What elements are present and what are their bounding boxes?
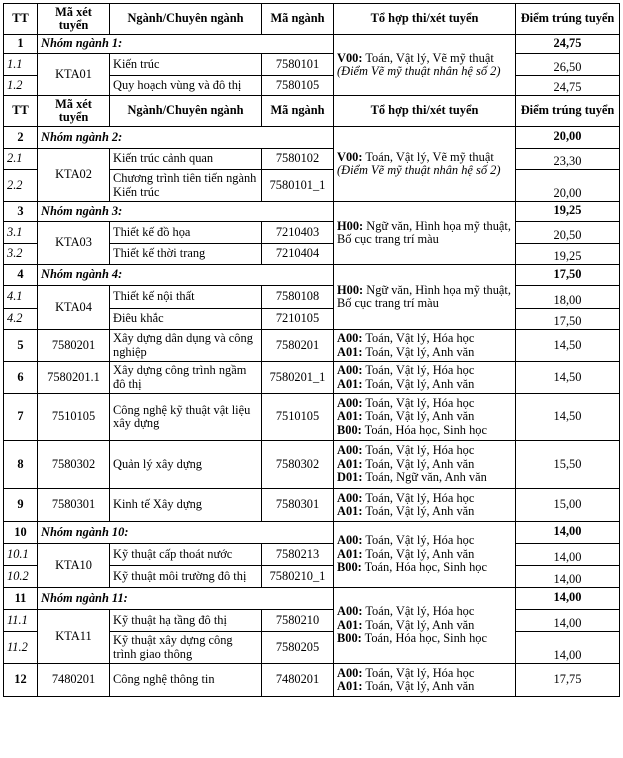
group-row: [4, 127, 620, 149]
combo-text: Toán, Ngữ văn, Anh văn: [362, 470, 487, 485]
group-name: Nhóm ngành 2:: [38, 127, 334, 149]
header-ma-nganh: Mã ngành: [262, 4, 334, 35]
combo-text: Toán, Vật lý, Hóa học: [362, 604, 475, 619]
group-score: 14,00: [516, 522, 620, 544]
row-tt: 9: [4, 489, 38, 522]
table-row: [4, 222, 620, 244]
row-tt: 3.2: [4, 244, 38, 265]
table-row: [4, 394, 620, 441]
combo-code: H00:: [337, 218, 364, 233]
combo-code: D01:: [337, 470, 363, 485]
combo-code: A01:: [337, 456, 363, 471]
ma-nganh: 7580101: [262, 54, 334, 76]
ma-nganh: 7580213: [262, 544, 334, 566]
table-row: [4, 54, 620, 76]
group-number: 1: [4, 35, 38, 54]
ma-nganh: 7580102: [262, 149, 334, 170]
nganh-name: Kiến trúc cảnh quan: [110, 149, 262, 170]
nganh-name: Quy hoạch vùng và đô thị: [110, 76, 262, 96]
nganh-name: Kỹ thuật môi trường đô thị: [110, 566, 262, 588]
combo-code: A01:: [337, 344, 363, 359]
combo-text: Ngữ văn, Hình họa mỹ thuật, Bố cục trang trí màu: [337, 218, 511, 246]
ma-xet-tuyen: 7580301: [38, 489, 110, 522]
combo-code: V00:: [337, 149, 363, 164]
row-score: 20,00: [516, 170, 620, 202]
row-score: 19,25: [516, 244, 620, 265]
row-score: 14,00: [516, 544, 620, 566]
group-row: [4, 588, 620, 610]
table-row: [4, 441, 620, 489]
combo-text: Toán, Vật lý, Anh văn: [362, 456, 475, 471]
ma-nganh: 7210403: [262, 222, 334, 244]
nganh-name: Chương trình tiên tiến ngành Kiến trúc: [110, 170, 262, 202]
row-score: 26,50: [516, 54, 620, 76]
combo-cell: [334, 489, 516, 522]
combo-text: Toán, Vật lý, Hóa học: [362, 331, 475, 346]
ma-nganh: 7580210: [262, 610, 334, 632]
group-row: [4, 265, 620, 286]
group-name: Nhóm ngành 1:: [38, 35, 334, 54]
group-row: [4, 35, 620, 54]
combo-code: A01:: [337, 376, 363, 391]
header-nganh: Ngành/Chuyên ngành: [110, 96, 262, 127]
header-tt: TT: [4, 4, 38, 35]
group-number: 2: [4, 127, 38, 149]
nganh-name: Thiết kế đồ họa: [110, 222, 262, 244]
admission-scores-table: [3, 3, 620, 697]
combo-code: V00:: [337, 50, 363, 65]
combo-text: Toán, Vật lý, Hóa học: [362, 363, 475, 378]
combo-text: Toán, Vật lý, Anh văn: [362, 344, 475, 359]
group-score: 20,00: [516, 127, 620, 149]
ma-xet-tuyen: KTA03: [38, 222, 110, 265]
row-score: 15,50: [516, 441, 620, 489]
combo-code: A00:: [337, 665, 363, 680]
row-score: 14,00: [516, 566, 620, 588]
combo-note: (Điểm Vẽ mỹ thuật nhân hệ số 2): [337, 163, 501, 177]
combo-cell: [334, 588, 516, 664]
combo-cell: [334, 362, 516, 394]
combo-cell: [334, 330, 516, 362]
group-number: 4: [4, 265, 38, 286]
combo-text: Toán, Vật lý, Vẽ mỹ thuật: [362, 149, 494, 164]
combo-cell: [334, 265, 516, 330]
table-row: [4, 286, 620, 309]
combo-code: A00:: [337, 443, 363, 458]
ma-nganh: 7580302: [262, 441, 334, 489]
group-name: Nhóm ngành 11:: [38, 588, 334, 610]
combo-text: Ngữ văn, Hình họa mỹ thuật, Bố cục trang trí màu: [337, 282, 511, 310]
header-to-hop: Tổ hợp thi/xét tuyển: [334, 96, 516, 127]
row-tt: 11.2: [4, 632, 38, 664]
group-row: [4, 522, 620, 544]
header-to-hop: Tổ hợp thi/xét tuyển: [334, 4, 516, 35]
table-row: [4, 330, 620, 362]
row-score: 24,75: [516, 76, 620, 96]
ma-xet-tuyen: 7510105: [38, 394, 110, 441]
ma-nganh: 7580210_1: [262, 566, 334, 588]
nganh-name: Thiết kế thời trang: [110, 244, 262, 265]
combo-text: Toán, Vật lý, Hóa học: [362, 665, 475, 680]
combo-text: Toán, Vật lý, Anh văn: [362, 409, 475, 424]
row-tt: 8: [4, 441, 38, 489]
group-score: 17,50: [516, 265, 620, 286]
group-score: 19,25: [516, 202, 620, 222]
combo-text: Toán, Hóa học, Sinh học: [361, 560, 487, 575]
nganh-name: Quản lý xây dựng: [110, 441, 262, 489]
combo-code: H00:: [337, 282, 364, 297]
row-tt: 2.1: [4, 149, 38, 170]
ma-nganh: 7580101_1: [262, 170, 334, 202]
combo-note: (Điểm Vẽ mỹ thuật nhân hệ số 2): [337, 64, 501, 78]
combo-code: A00:: [337, 490, 363, 505]
nganh-name: Thiết kế nội thất: [110, 286, 262, 309]
ma-xet-tuyen: 7580302: [38, 441, 110, 489]
row-tt: 5: [4, 330, 38, 362]
combo-code: A01:: [337, 546, 363, 561]
ma-nganh: 7580108: [262, 286, 334, 309]
row-score: 17,75: [516, 664, 620, 697]
row-score: 15,00: [516, 489, 620, 522]
combo-code: A01:: [337, 504, 363, 518]
nganh-name: Kỹ thuật hạ tầng đô thị: [110, 610, 262, 632]
row-tt: 1.2: [4, 76, 38, 96]
nganh-name: Công nghệ thông tin: [110, 664, 262, 697]
combo-code: A01:: [337, 409, 363, 424]
ma-xet-tuyen: KTA10: [38, 544, 110, 588]
ma-nganh: 7480201: [262, 664, 334, 697]
nganh-name: Công nghệ kỹ thuật vật liệu xây dựng: [110, 394, 262, 441]
combo-code: A00:: [337, 533, 363, 548]
combo-text: Toán, Vật lý, Hóa học: [362, 443, 475, 458]
ma-nganh: 7210404: [262, 244, 334, 265]
nganh-name: Kinh tế Xây dựng: [110, 489, 262, 522]
row-score: 20,50: [516, 222, 620, 244]
row-tt: 3.1: [4, 222, 38, 244]
header-ma-nganh: Mã ngành: [262, 96, 334, 127]
ma-xet-tuyen: 7580201: [38, 330, 110, 362]
combo-text: Toán, Hóa học, Sinh học: [361, 422, 487, 437]
ma-nganh: 7510105: [262, 394, 334, 441]
row-tt: 11.1: [4, 610, 38, 632]
row-score: 17,50: [516, 309, 620, 330]
table-row: [4, 149, 620, 170]
combo-cell: [334, 664, 516, 697]
combo-code: B00:: [337, 422, 362, 437]
combo-text: Toán, Vật lý, Anh văn: [362, 376, 475, 391]
group-number: 10: [4, 522, 38, 544]
header-diem: Điểm trúng tuyển: [516, 4, 620, 35]
combo-cell: [334, 441, 516, 489]
row-score: 18,00: [516, 286, 620, 309]
table-header-row: [4, 4, 620, 35]
row-tt: 10.2: [4, 566, 38, 588]
combo-cell: [334, 35, 516, 96]
combo-text: Toán, Hóa học, Sinh học: [361, 631, 487, 646]
ma-nganh: 7210105: [262, 309, 334, 330]
table-row: [4, 362, 620, 394]
nganh-name: Kiến trúc: [110, 54, 262, 76]
combo-code: A00:: [337, 331, 363, 346]
group-score: 14,00: [516, 588, 620, 610]
combo-code: A01:: [337, 679, 363, 693]
row-tt: 1.1: [4, 54, 38, 76]
row-tt: 7: [4, 394, 38, 441]
group-name: Nhóm ngành 3:: [38, 202, 334, 222]
ma-nganh: 7580105: [262, 76, 334, 96]
ma-xet-tuyen: KTA11: [38, 610, 110, 664]
combo-text: Toán, Vật lý, Anh văn: [362, 504, 475, 518]
combo-code: B00:: [337, 560, 362, 575]
row-score: 14,50: [516, 330, 620, 362]
row-score: 14,00: [516, 610, 620, 632]
row-score: 14,50: [516, 394, 620, 441]
row-score: 14,50: [516, 362, 620, 394]
row-tt: 4.2: [4, 309, 38, 330]
combo-cell: [334, 394, 516, 441]
combo-cell: [334, 522, 516, 588]
group-number: 3: [4, 202, 38, 222]
ma-xet-tuyen: 7480201: [38, 664, 110, 697]
row-tt: 10.1: [4, 544, 38, 566]
row-tt: 6: [4, 362, 38, 394]
header-nganh: Ngành/Chuyên ngành: [110, 4, 262, 35]
table-row: [4, 664, 620, 697]
group-row: [4, 202, 620, 222]
combo-text: Toán, Vật lý, Vẽ mỹ thuật: [362, 50, 494, 65]
ma-nganh: 7580301: [262, 489, 334, 522]
header-tt: TT: [4, 96, 38, 127]
combo-code: B00:: [337, 631, 362, 646]
combo-cell: [334, 127, 516, 202]
row-tt: 4.1: [4, 286, 38, 309]
combo-code: A01:: [337, 617, 363, 632]
combo-text: Toán, Vật lý, Anh văn: [362, 679, 475, 693]
table-header-row: [4, 96, 620, 127]
combo-text: Toán, Vật lý, Hóa học: [362, 395, 475, 410]
ma-nganh: 7580201: [262, 330, 334, 362]
table-row: [4, 544, 620, 566]
nganh-name: Kỹ thuật cấp thoát nước: [110, 544, 262, 566]
group-name: Nhóm ngành 10:: [38, 522, 334, 544]
ma-nganh: 7580201_1: [262, 362, 334, 394]
row-score: 23,30: [516, 149, 620, 170]
nganh-name: Xây dựng dân dụng và công nghiệp: [110, 330, 262, 362]
row-tt: 12: [4, 664, 38, 697]
combo-text: Toán, Vật lý, Anh văn: [362, 546, 475, 561]
header-diem: Điểm trúng tuyển: [516, 96, 620, 127]
ma-xet-tuyen: 7580201.1: [38, 362, 110, 394]
combo-text: Toán, Vật lý, Anh văn: [362, 617, 475, 632]
combo-text: Toán, Vật lý, Hóa học: [362, 490, 475, 505]
group-name: Nhóm ngành 4:: [38, 265, 334, 286]
nganh-name: Xây dựng công trình ngầm đô thị: [110, 362, 262, 394]
ma-xet-tuyen: KTA02: [38, 149, 110, 202]
ma-xet-tuyen: KTA04: [38, 286, 110, 330]
combo-code: A00:: [337, 604, 363, 619]
group-number: 11: [4, 588, 38, 610]
header-ma-xet-tuyen: Mã xét tuyển: [38, 4, 110, 35]
ma-nganh: 7580205: [262, 632, 334, 664]
table-row: [4, 489, 620, 522]
combo-code: A00:: [337, 395, 363, 410]
group-score: 24,75: [516, 35, 620, 54]
combo-code: A00:: [337, 363, 363, 378]
nganh-name: Kỹ thuật xây dựng công trình giao thông: [110, 632, 262, 664]
nganh-name: Điêu khắc: [110, 309, 262, 330]
ma-xet-tuyen: KTA01: [38, 54, 110, 96]
table-row: [4, 610, 620, 632]
row-tt: 2.2: [4, 170, 38, 202]
row-score: 14,00: [516, 632, 620, 664]
header-ma-xet-tuyen: Mã xét tuyển: [38, 96, 110, 127]
combo-text: Toán, Vật lý, Hóa học: [362, 533, 475, 548]
combo-cell: [334, 202, 516, 265]
